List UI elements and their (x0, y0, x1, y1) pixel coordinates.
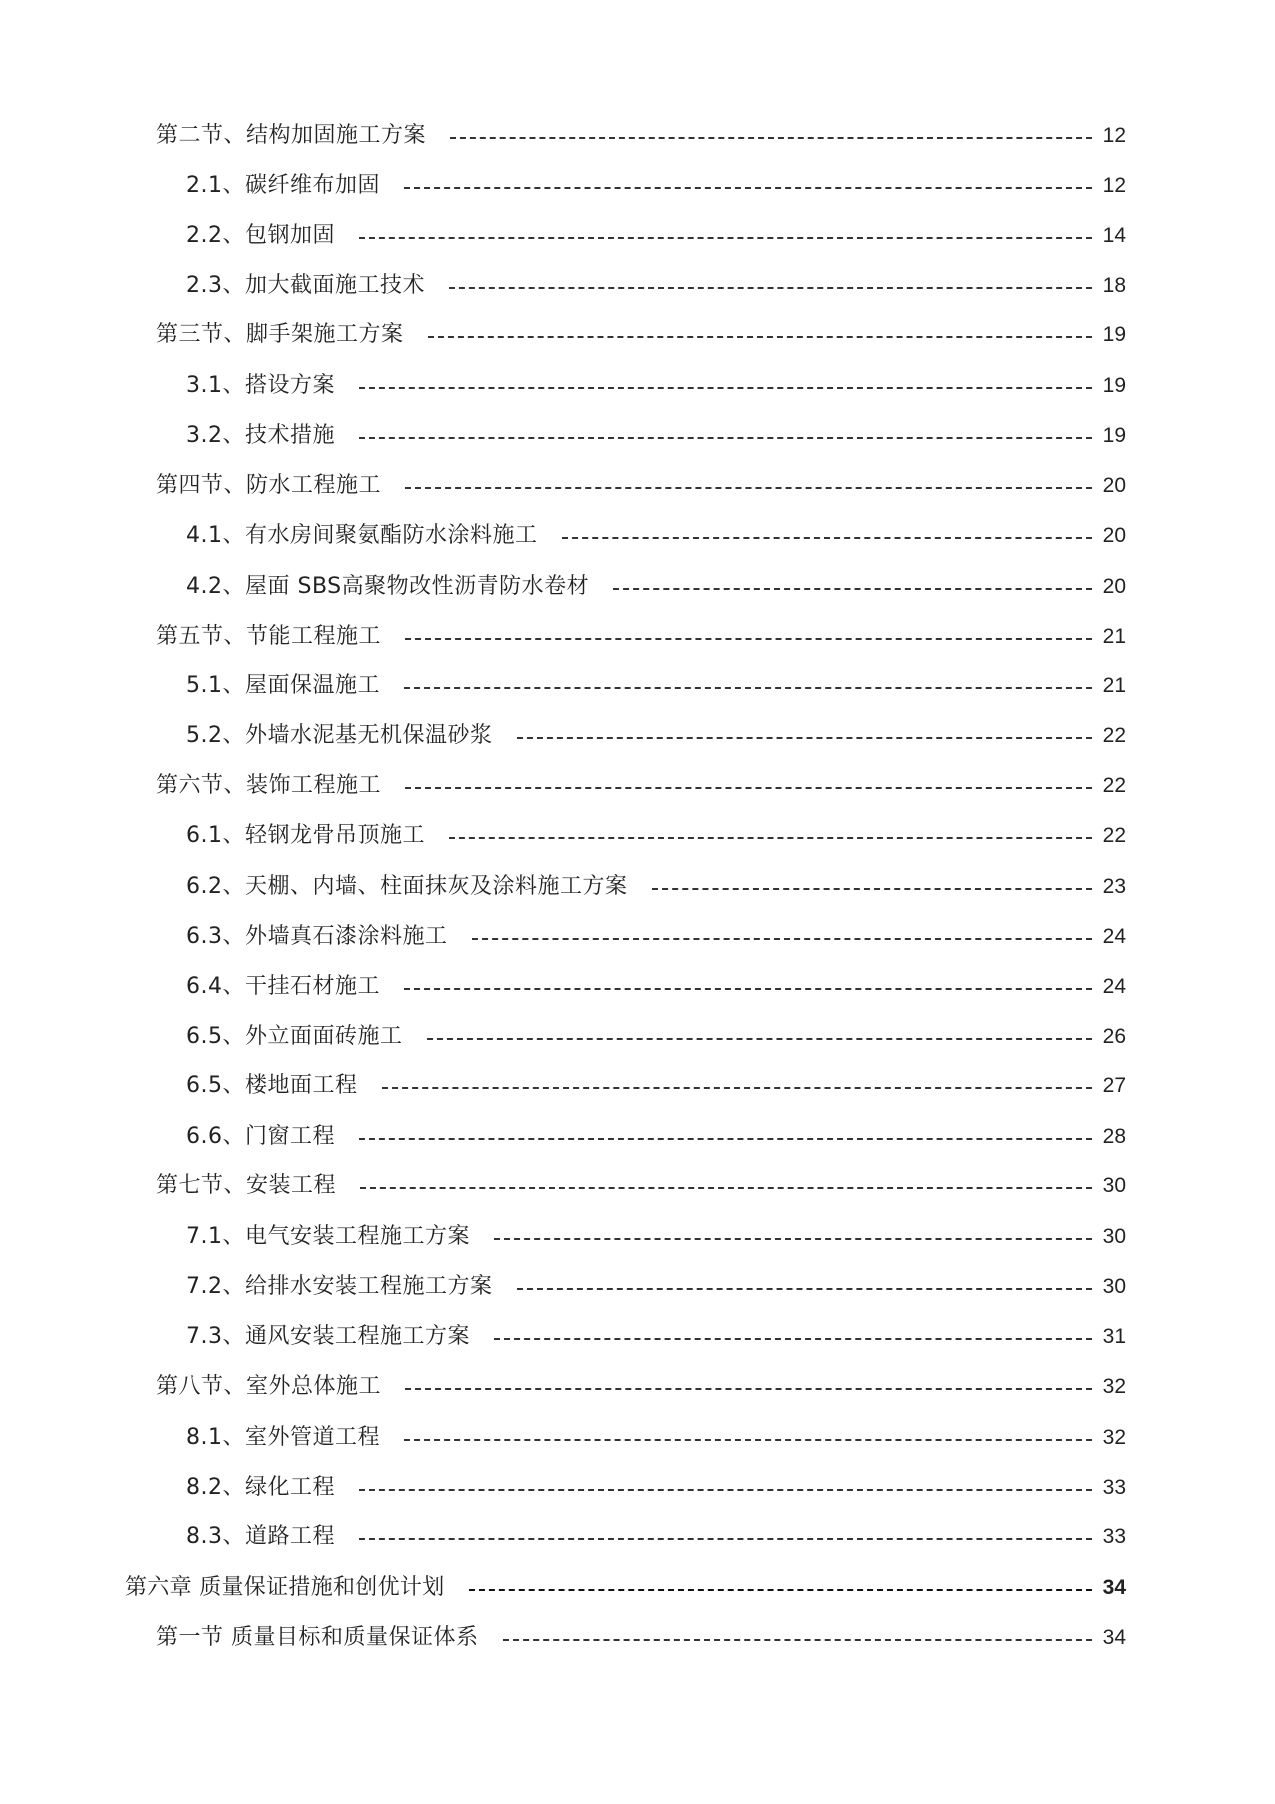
toc-entry-section[interactable] (156, 320, 1126, 350)
toc-entry-section[interactable] (156, 771, 1126, 801)
dot-leader (405, 638, 1092, 640)
toc-entry-label: 6.5、楼地面工程 (186, 1073, 358, 1098)
toc-page-number: 24 (1102, 975, 1126, 998)
dot-leader (405, 1388, 1092, 1390)
dot-leader (359, 387, 1092, 389)
dot-leader (427, 1038, 1093, 1040)
toc-page-number: 19 (1102, 424, 1126, 447)
toc-page-number: 20 (1102, 524, 1126, 547)
dot-leader (469, 1589, 1093, 1591)
toc-page-number: 22 (1102, 774, 1126, 797)
toc-entry-subsection[interactable] (186, 221, 1126, 251)
toc-entry-label: 6.6、门窗工程 (186, 1124, 335, 1149)
toc-entry-section[interactable] (156, 1623, 1126, 1653)
dot-leader (360, 1187, 1092, 1189)
toc-entry-subsection[interactable] (186, 1071, 1126, 1101)
toc-entry-subsection[interactable] (186, 821, 1126, 851)
toc-page-number: 34 (1102, 1576, 1126, 1599)
dot-leader (517, 1288, 1093, 1290)
toc-entry-label: 7.1、电气安装工程施工方案 (186, 1224, 470, 1249)
toc-page-number: 26 (1102, 1025, 1126, 1048)
dot-leader (404, 187, 1092, 189)
dot-leader (449, 837, 1092, 839)
dot-leader (359, 1138, 1092, 1140)
toc-page-number: 31 (1102, 1325, 1126, 1348)
toc-page-number: 21 (1102, 625, 1126, 648)
toc-page-number: 12 (1102, 124, 1126, 147)
toc-page-number: 34 (1102, 1626, 1126, 1649)
dot-leader (359, 437, 1092, 439)
toc-page-number: 30 (1102, 1275, 1126, 1298)
dot-leader (359, 237, 1092, 239)
toc-entry-subsection[interactable] (186, 1272, 1126, 1302)
toc-entry-label: 第六节、装饰工程施工 (156, 773, 382, 798)
toc-page-number: 32 (1102, 1375, 1126, 1398)
toc-entry-label: 第五节、节能工程施工 (156, 624, 382, 649)
toc-entry-label: 第六章 质量保证措施和创优计划 (125, 1575, 445, 1600)
dot-leader (494, 1338, 1092, 1340)
toc-entry-subsection[interactable] (186, 572, 1126, 602)
dot-leader (613, 588, 1092, 590)
dot-leader (449, 287, 1092, 289)
dot-leader (494, 1238, 1092, 1240)
toc-page-number: 14 (1102, 224, 1126, 247)
dot-leader (517, 737, 1093, 739)
toc-page-number: 24 (1102, 925, 1126, 948)
toc-entry-label: 5.2、外墙水泥基无机保温砂浆 (186, 723, 493, 748)
toc-page-number: 19 (1102, 374, 1126, 397)
toc-entry-label: 2.2、包钢加固 (186, 223, 335, 248)
toc-entry-label: 3.1、搭设方案 (186, 373, 335, 398)
toc-entry-label: 4.1、有水房间聚氨酯防水涂料施工 (186, 523, 538, 548)
dot-leader (428, 336, 1092, 338)
toc-entry-subsection[interactable] (186, 1322, 1126, 1352)
toc-entry-subsection[interactable] (186, 371, 1126, 401)
dot-leader (404, 988, 1092, 990)
toc-entry-subsection[interactable] (186, 671, 1126, 701)
toc-page-number: 21 (1102, 674, 1126, 697)
toc-entry-label: 6.3、外墙真石漆涂料施工 (186, 924, 448, 949)
toc-page-number: 27 (1102, 1074, 1126, 1097)
toc-entry-label: 第三节、脚手架施工方案 (156, 322, 404, 347)
toc-page-number: 30 (1102, 1225, 1126, 1248)
toc-entry-subsection[interactable] (186, 171, 1126, 201)
toc-entry-label: 2.1、碳纤维布加固 (186, 173, 380, 198)
toc-page-number: 23 (1102, 875, 1126, 898)
toc-entry-label: 第一节 质量目标和质量保证体系 (156, 1625, 479, 1650)
dot-leader (405, 487, 1092, 489)
toc-entry-subsection[interactable] (186, 721, 1126, 751)
toc-entry-label: 6.4、干挂石材施工 (186, 974, 380, 999)
toc-entry-label: 6.1、轻钢龙骨吊顶施工 (186, 823, 425, 848)
toc-entry-label: 6.2、天棚、内墙、柱面抹灰及涂料施工方案 (186, 874, 628, 899)
dot-leader (382, 1087, 1093, 1089)
toc-page-number: 32 (1102, 1426, 1126, 1449)
toc-entry-chapter[interactable] (125, 1573, 1126, 1603)
toc-page-number: 19 (1102, 323, 1126, 346)
toc-entry-label: 第四节、防水工程施工 (156, 473, 382, 498)
toc-entry-label: 7.2、给排水安装工程施工方案 (186, 1274, 493, 1299)
toc-entry-section[interactable] (156, 471, 1126, 501)
toc-entry-section[interactable] (156, 1171, 1126, 1201)
dot-leader (472, 938, 1093, 940)
toc-entry-subsection[interactable] (186, 1122, 1126, 1152)
toc-entry-label: 第八节、室外总体施工 (156, 1374, 382, 1399)
toc-entry-label: 8.1、室外管道工程 (186, 1425, 380, 1450)
toc-entry-section[interactable] (156, 121, 1126, 151)
dot-leader (404, 1439, 1092, 1441)
dot-leader (359, 1489, 1092, 1491)
dot-leader (562, 537, 1093, 539)
toc-page-number: 28 (1102, 1125, 1126, 1148)
toc-page-number: 12 (1102, 174, 1126, 197)
toc-entry-label: 4.2、屋面 SBS高聚物改性沥青防水卷材 (186, 574, 590, 599)
dot-leader (450, 137, 1092, 139)
toc-entry-subsection[interactable] (186, 1423, 1126, 1453)
toc-entry-subsection[interactable] (186, 1022, 1126, 1052)
toc-page-number: 20 (1102, 474, 1126, 497)
toc-page-number: 22 (1102, 724, 1126, 747)
toc-entry-subsection[interactable] (186, 271, 1126, 301)
toc-entry-subsection[interactable] (186, 1473, 1126, 1503)
toc-page-number: 20 (1102, 575, 1126, 598)
toc-entry-subsection[interactable] (186, 1522, 1126, 1552)
dot-leader (652, 888, 1093, 890)
toc-entry-subsection[interactable] (186, 922, 1126, 952)
toc-entry-label: 8.3、道路工程 (186, 1524, 335, 1549)
toc-entry-label: 5.1、屋面保温施工 (186, 673, 380, 698)
toc-entry-subsection[interactable] (186, 972, 1126, 1002)
toc-entry-label: 2.3、加大截面施工技术 (186, 273, 425, 298)
toc-entry-label: 第七节、安装工程 (156, 1173, 337, 1198)
toc-entry-label: 7.3、通风安装工程施工方案 (186, 1324, 470, 1349)
dot-leader (405, 787, 1092, 789)
toc-entry-subsection[interactable] (186, 1222, 1126, 1252)
dot-leader (503, 1639, 1093, 1641)
toc-entry-label: 6.5、外立面面砖施工 (186, 1024, 403, 1049)
toc-entry-label: 第二节、结构加固施工方案 (156, 123, 427, 148)
dot-leader (404, 687, 1092, 689)
toc-page-number: 33 (1102, 1476, 1126, 1499)
toc-entry-label: 3.2、技术措施 (186, 423, 335, 448)
dot-leader (359, 1538, 1092, 1540)
toc-page-number: 30 (1102, 1174, 1126, 1197)
toc-entry-label: 8.2、绿化工程 (186, 1475, 335, 1500)
toc-entry-subsection[interactable] (186, 872, 1126, 902)
toc-page-number: 18 (1102, 274, 1126, 297)
toc-entry-subsection[interactable] (186, 521, 1126, 551)
toc-page-number: 22 (1102, 824, 1126, 847)
toc-entry-subsection[interactable] (186, 421, 1126, 451)
toc-entry-section[interactable] (156, 622, 1126, 652)
toc-page-number: 33 (1102, 1525, 1126, 1548)
toc-entry-section[interactable] (156, 1372, 1126, 1402)
